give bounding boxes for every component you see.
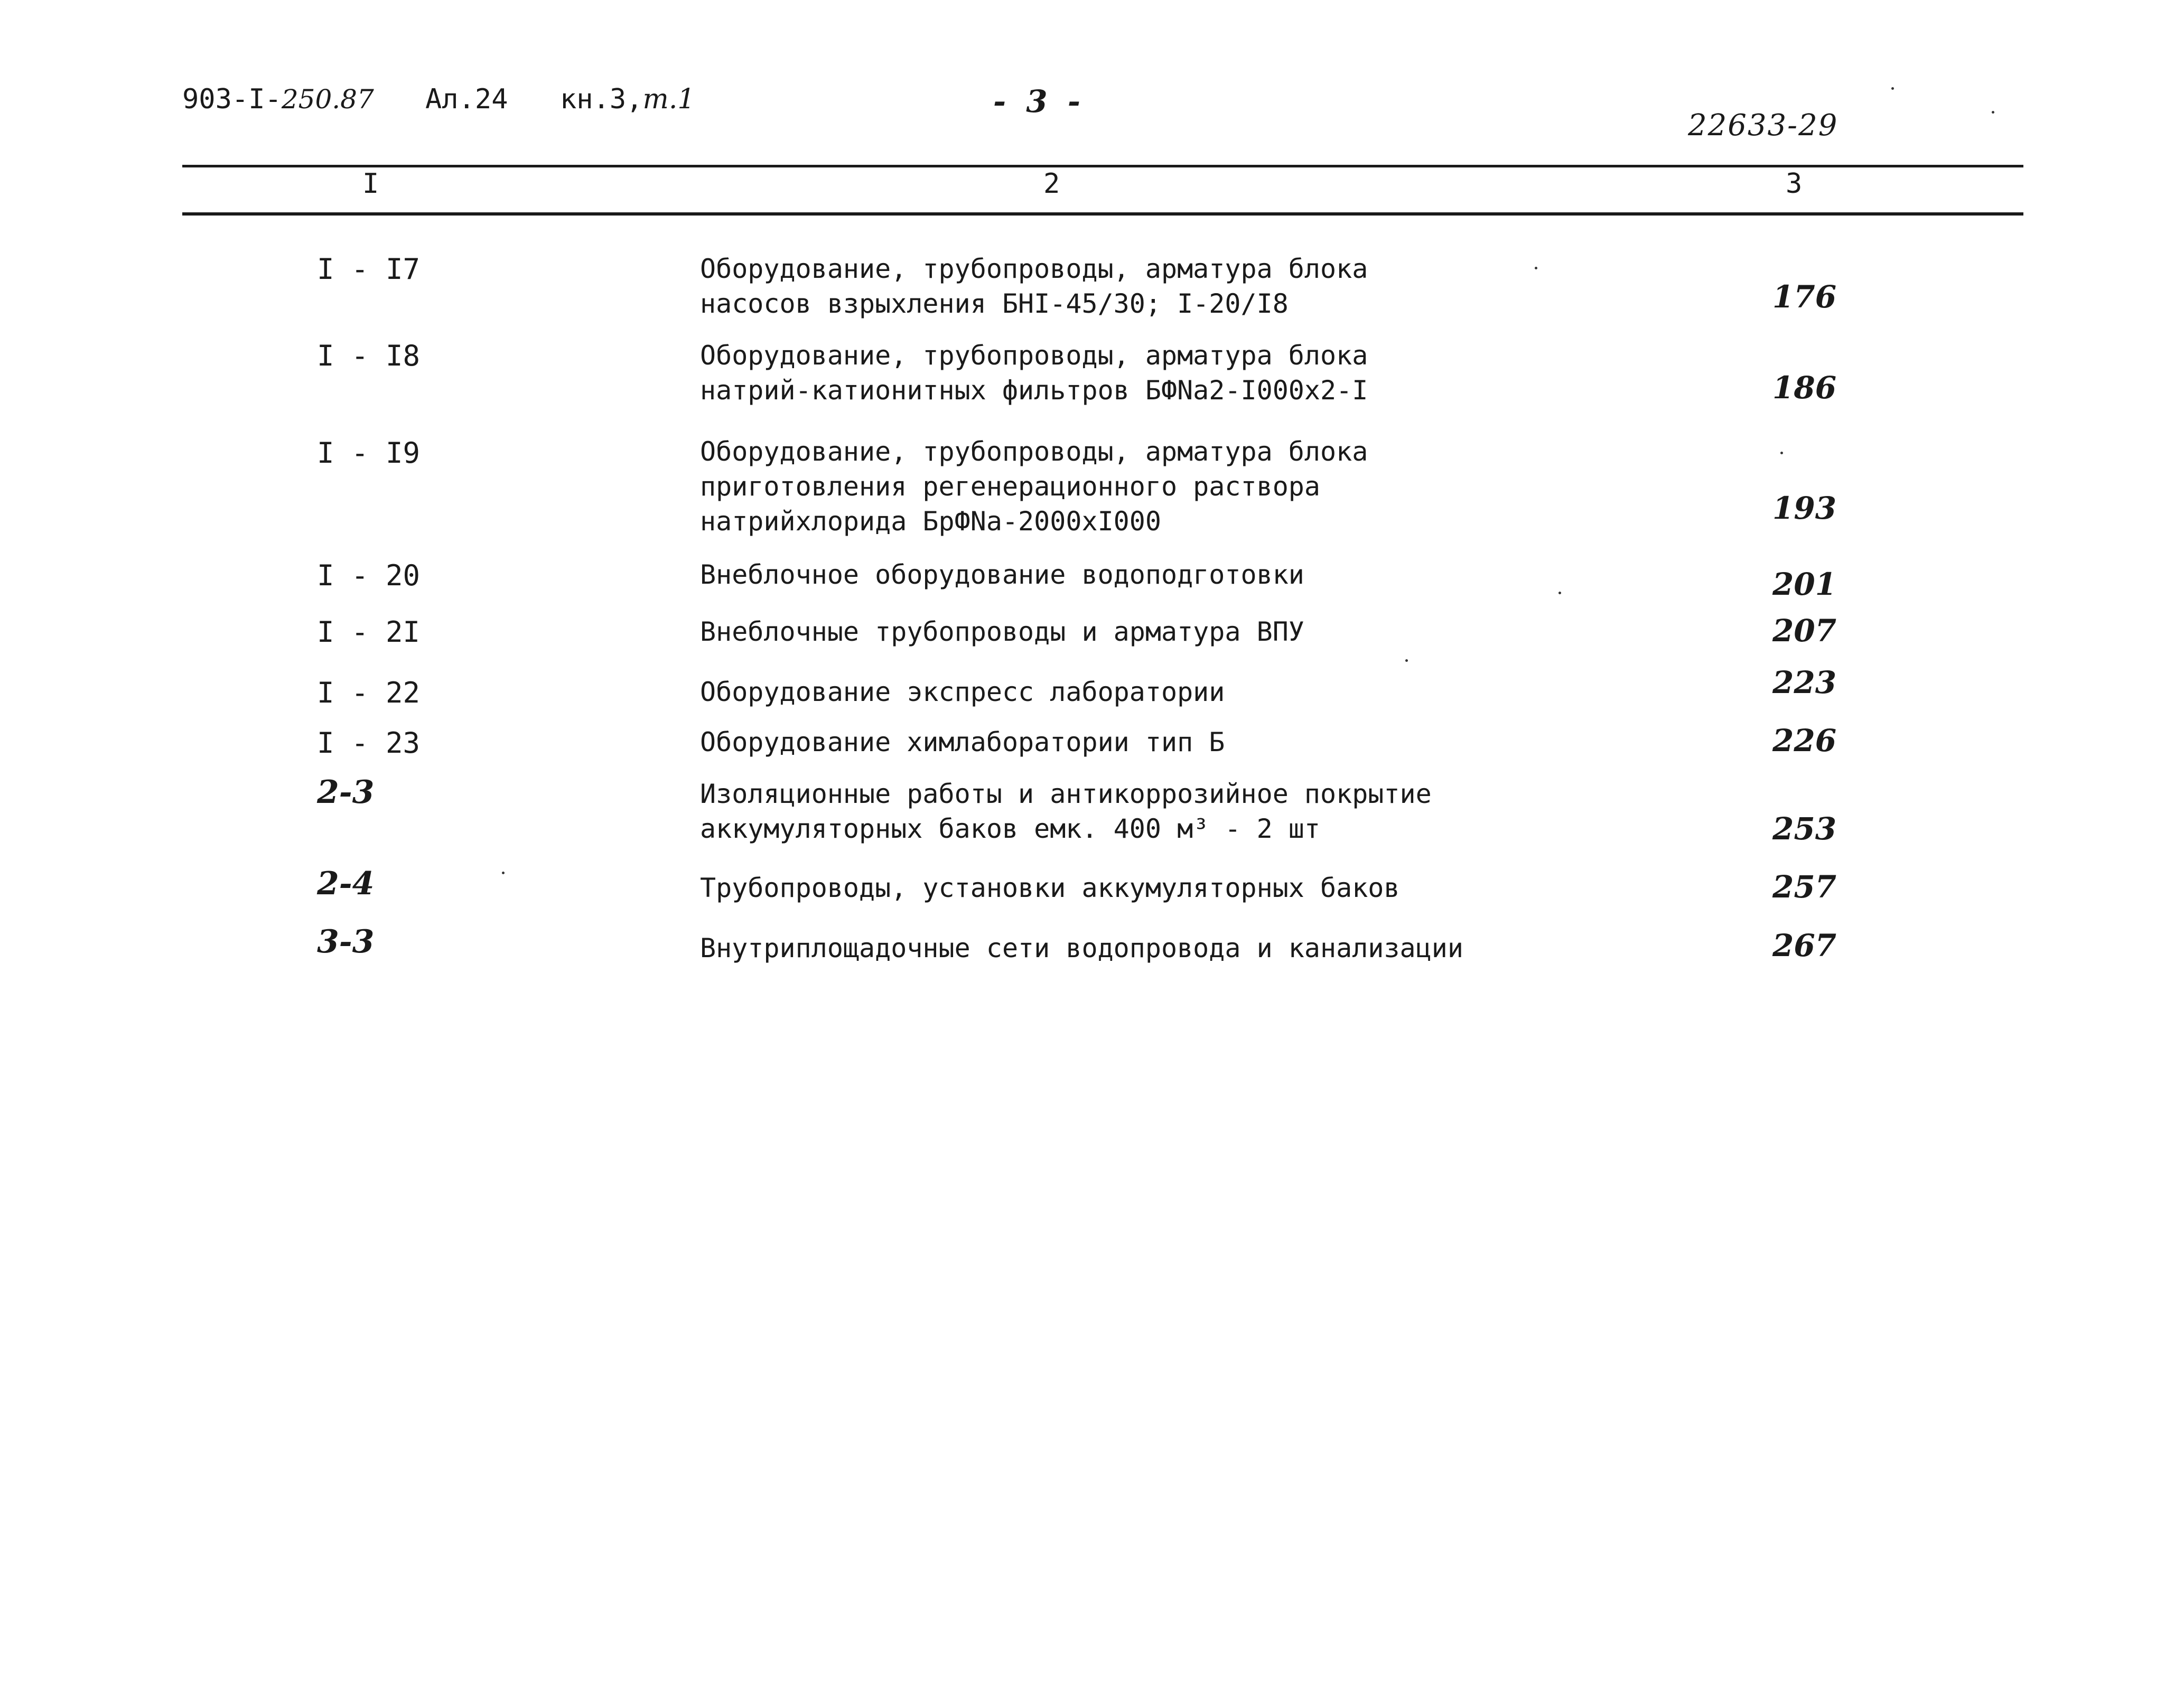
row-code: I - 23 (317, 726, 421, 760)
row-code: I - 22 (317, 676, 421, 709)
row-description (700, 557, 1304, 592)
row-description-line: Оборудование химлаборатории тип Б (700, 727, 1225, 757)
scan-speck (1558, 592, 1561, 594)
row-description (700, 614, 1304, 649)
row-description (700, 725, 1225, 760)
row-description-line: Внеблочные трубопроводы и арматура ВПУ (700, 616, 1304, 647)
archive-number: 22633-29 (1688, 108, 1838, 143)
row-page: 176 (1772, 279, 1837, 315)
row-description-line: Трубопроводы, установки аккумуляторных баков (700, 873, 1400, 903)
row-description-line: натрий-катионитных фильтров БФNa2-I000x2-I (700, 375, 1368, 406)
album-number: Ал.24 (425, 83, 508, 115)
scan-speck (1405, 659, 1408, 662)
row-description (700, 776, 1432, 846)
row-description (700, 434, 1368, 539)
row-description-line: Внеблочное оборудование водоподготовки (700, 559, 1304, 590)
row-page: 223 (1772, 665, 1837, 700)
row-description-line: Изоляционные работы и антикоррозийное покрытие (700, 779, 1432, 809)
row-description-line: Оборудование, трубопроводы, арматура блока (700, 340, 1368, 371)
row-page: 267 (1772, 928, 1837, 963)
document-code (182, 83, 374, 115)
column-heading-2: 2 (1043, 168, 1060, 200)
row-description-line: приготовления регенерационного раствора (700, 471, 1320, 502)
row-page: 186 (1772, 370, 1837, 406)
column-heading-1: I (362, 168, 379, 200)
scan-speck (502, 872, 505, 874)
row-description-line: аккумуляторных баков емк. 400 м³ - 2 шт (700, 813, 1320, 844)
row-page: 253 (1772, 811, 1837, 847)
row-code: 2-4 (317, 865, 375, 902)
row-description (700, 338, 1368, 408)
scan-speck (1535, 267, 1537, 269)
row-description (700, 675, 1225, 709)
document-code-handwritten: 250.87 (281, 84, 374, 115)
row-code: 3-3 (317, 923, 375, 960)
scan-speck (1992, 111, 1994, 114)
row-description-line: Оборудование, трубопроводы, арматура блока (700, 436, 1368, 467)
row-description-line: Оборудование, трубопроводы, арматура блока (700, 254, 1368, 284)
row-description-line: натрийхлорида БрФNa-2000xI000 (700, 506, 1161, 537)
row-code: I - I8 (317, 339, 421, 372)
row-page: 226 (1772, 723, 1837, 759)
row-description (700, 931, 1463, 966)
table-top-rule (182, 165, 2023, 167)
row-code: I - 20 (317, 559, 421, 592)
row-code: I - 2I (317, 615, 421, 649)
book-number-handwritten: т.1 (642, 83, 695, 115)
row-page: 207 (1772, 613, 1837, 649)
column-heading-3: 3 (1786, 168, 1803, 200)
page-number: - 3 - (993, 83, 1080, 119)
document-code-prefix: 903-I- (182, 83, 282, 115)
row-code: I - I9 (317, 436, 421, 470)
row-description-line: насосов взрыхления БНI-45/30; I-20/I8 (700, 288, 1289, 319)
row-page: 193 (1772, 490, 1837, 526)
row-code: 2-3 (317, 774, 375, 811)
book-number-prefix: кн.3, (560, 83, 643, 115)
book-number (560, 83, 695, 115)
row-page: 201 (1772, 566, 1837, 602)
scan-speck (1780, 452, 1783, 454)
row-description (700, 251, 1368, 321)
table-header-rule (182, 212, 2023, 216)
row-description-line: Оборудование экспресс лаборатории (700, 677, 1225, 707)
scan-speck (1891, 87, 1894, 90)
row-description-line: Внутриплощадочные сети водопровода и канализации (700, 933, 1463, 963)
row-description (700, 871, 1400, 905)
row-page: 257 (1772, 869, 1837, 905)
row-code: I - I7 (317, 252, 421, 286)
